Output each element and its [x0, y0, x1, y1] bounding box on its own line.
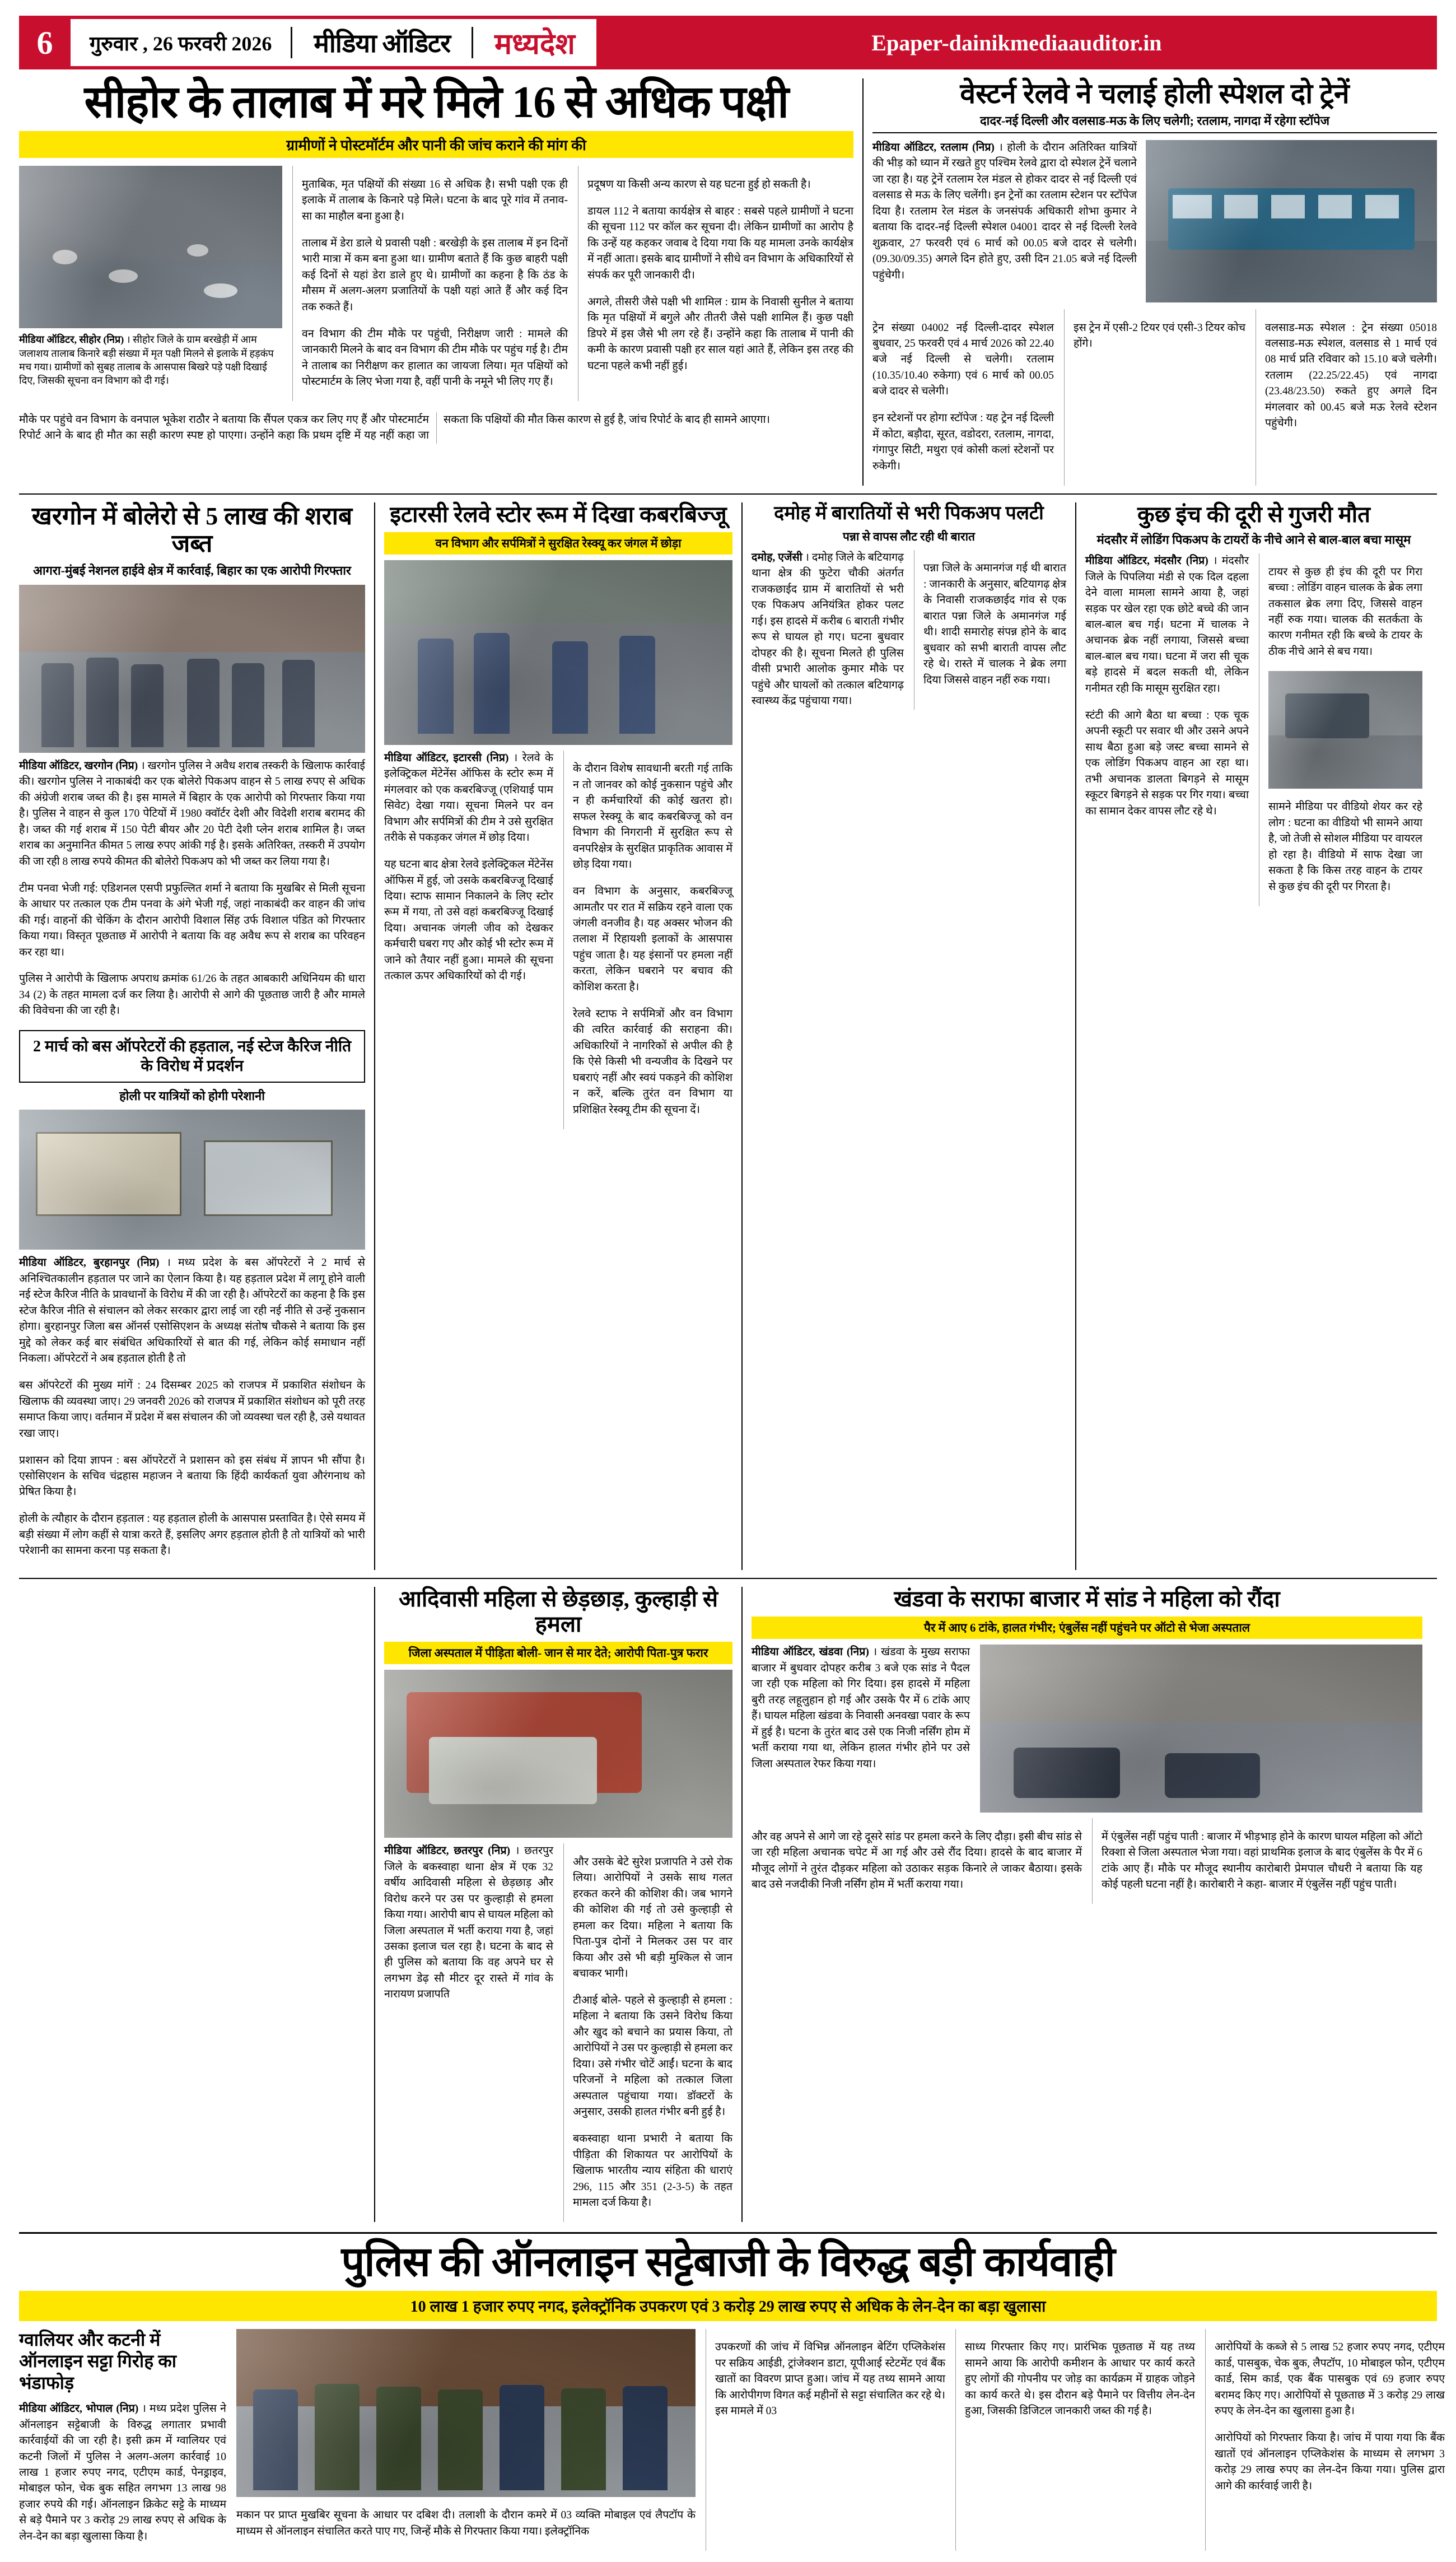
lead-headline: सीहोर के तालाब में मरे मिले 16 से अधिक पक्षी [84, 78, 788, 127]
tribal-para: बकस्वाहा थाना प्रभारी ने बताया कि पीड़िता की शिकायत पर आरोपियों के खिलाफ भारतीय न्याय संहिता की धाराएं 296, 115 और 351 (2-3-5) के तहत मामला दर्ज किया है। [573, 2133, 732, 2209]
edition-region: मध्यदेश [494, 28, 575, 60]
tribal-para: टीआई बोले- पहले से कुल्हाड़ी से हमला : महिला ने बताया कि उसने विरोध किया और खुद को बचाने का प्रयास किया, तो आरोपियों ने उस पर कुल्हाड़ी से हमला कर दिया। उसे गंभीर चोटें आईं। घटना के बाद परिजनों ने महिला को तत्काल जिला अस्पताल पहुंचाया गया। डॉक्टरों के अनुसार, उसकी हालत गंभीर बनी हुई है। [573, 1994, 732, 2118]
police-headline: पुलिस की ऑनलाइन सट्टेबाजी के विरुद्ध बड़ी कार्यवाही [341, 2239, 1115, 2286]
bull-photo [980, 1645, 1422, 1813]
damoh-byline: दमोह, एजेंसी [752, 551, 802, 563]
police-para: । मध्य प्रदेश पुलिस ने ऑनलाइन सट्टेबाजी के विरुद्ध लगातार प्रभावी कार्रवाईयों की जा रही है। इसी क्रम में ग्वालियर एवं कटनी जिलों में पुलिस ने अलग-अलग कार्रवाई 10 लाख 1 हजार रुपए नगद, एटीएम कार्ड, पेनड्राइव, मोबाइल फोन, चेक बुक सहित लगभग 13 लाख 98 हजार रुपये की गई। ऑनलाइन क्रिकेट सट्टे के माध्यम से बड़े पैमाने पर 3 करोड़ 29 लाख रुपए से अधिक के लेन-देन का बड़ा खुलासा किया है। [19, 2403, 226, 2542]
page-number: 6 [19, 19, 71, 66]
liquor-byline: मीडिया ऑडिटर, खरगोन (निप्र) [19, 760, 138, 772]
inches-byline: मीडिया ऑडिटर, मंदसौर (निप्र) [1085, 555, 1208, 567]
damoh-article [741, 502, 1066, 1571]
liquor-para: पुलिस ने आरोपी के खिलाफ अपराध क्रमांक 61/26 के तहत आबकारी अधिनियम की धारा 34 (2) के तहत मामला दर्ज कर लिया है। आरोपी से आगे की पूछताछ जारी है और मामले की विवेचना की जा रही है। [19, 973, 365, 1017]
lead-para: वन विभाग की टीम मौके पर पहुंची, निरीक्षण जारी : मामले की जानकारी मिलने के बाद वन विभाग की टीम मौके पर पहुंच गई है। टीम ने तालाब का निरीक्षण कर हालात का जायजा लिया। मृत पक्षियों को पोस्टमार्टम के लिए भेजा गया है, वहीं पानी के नमूने भी लिए गए हैं। [302, 328, 568, 388]
civet-para: के दौरान विशेष सावधानी बरती गई ताकि न तो जानवर को कोई नुकसान पहुंचे और न ही कर्मचारियों की कोई खतरा हो। सफल रेस्क्यू के बाद कबरबिज्जू को वन विभाग की निगरानी में सुरक्षित रूप से वनपरिक्षेत्र के सुरक्षित प्राकृतिक आवास में छोड़ दिया गया। [573, 763, 732, 871]
inches-para: सामने मीडिया पर वीडियो शेयर कर रहे लोग : घटना का वीडियो भी सामने आया है, जो तेजी से सोशल मीडिया पर वायरल हो रहा है। वीडियो में साफ देखा जा सकता है कि किस तरह वाहन के टायर से कुछ इंच की दूरी पर गिरता है। [1268, 801, 1422, 893]
bull-para: । खंडवा के मुख्य सराफा बाजार में बुधवार दोपहर करीब 3 बजे एक सांड ने पैदल जा रही एक महिला को गिर दिया। इस हादसे में महिला बुरी तरह लहूलुहान हो गई और उसके पैर में 6 टांके आए हैं। घायल महिला खंडवा के निवासी अनवखा पवार के रूप में हुई है। घटना के तुरंत बाद उसे एक निजी नर्सिंग होम में भर्ती कराया गया था, लेकिन हालत गंभीर होने पर उसे जिला अस्पताल रेफर किया गया। [752, 1646, 970, 1770]
bus-photo [19, 1110, 365, 1250]
civet-para: यह घटना बाद क्षेत्रा रेलवे इलेक्ट्रिकल मेंटेनेंस ऑफिस में हुई, जो उसके कबरबिज्जू दिखाई दिया। स्टाफ सामान निकालने के लिए स्टोर रूम में गया, तो उसे वहां कबरबिज्जू दिखाई दिया। अचानक जंगली जीव को देखकर कर्मचारी घबरा गए और कोई भी स्टोर रूम में जाने को तैयार नहीं हुआ। मामले की सूचना तत्काल ऊपर अधिकारियों को दी गई। [384, 859, 553, 982]
police-para: आरोपियों को गिरफ्तार किया है। जांच में पाया गया कि बैंक खातों एवं ऑनलाइन एप्लिकेशंस के माध्यम से लगभग 3 करोड़ 29 लाख रुपए का लेन-देन किया गया। पुलिस द्वारा आगे की कार्रवाई जारी है। [1215, 2432, 1445, 2492]
bus-para: । मध्य प्रदेश के बस ऑपरेटरों ने 2 मार्च से अनिश्चितकालीन हड़ताल पर जाने का ऐलान किया है। यह हड़ताल प्रदेश में लागू होने वाली नई स्टेज कैरिज नीति के प्रावधानों के विरोध में की जा रही है। ऑपरेटरों का कहना है कि इस स्टेज कैरिज नीति से संचालन को लेकर सरकार द्वारा लाई जा रही नई नीति से उन्हें नुकसान होगा। बुरहानपुर जिला बस ऑनर्स एसोसिएशन के अध्यक्ष संतोष चौकसे ने बताया कि इस मुद्दे को लेकर कई बार संबंधित अधिकारियों से बात की गई, लेकिन कोई समाधान नहीं निकला। ऑपरेटरों ने अब हड़ताल होती है तो [19, 1257, 365, 1365]
lead-photo-byline: मीडिया ऑडिटर, सीहोर (निप्र) [19, 334, 124, 346]
police-photo-col [236, 2329, 696, 2551]
police-kicker-col [19, 2329, 226, 2551]
newspaper-brand: मीडिया ऑडिटर [314, 29, 451, 58]
police-para: आरोपियों के कब्जे से 5 लाख 52 हजार रुपए नगद, एटीएम कार्ड, पासबुक, चेक बुक, लैपटॉप, 10 मोबाइल फोन, एटीएम कार्ड, सिम कार्ड, एक बैंक पासबुक एवं 69 हजार रुपए बरामद किए गए। आरोपियों से पूछताछ में 3 करोड़ 29 लाख रुपए के लेन-देन का खुलासा हुआ है। [1215, 2341, 1445, 2417]
lead-para: अगले, तीसरी जैसे पक्षी भी शामिल : ग्राम के निवासी सुनील ने बताया कि मृत पक्षियों में बगुले और तीतरी जैसे पक्षी शामिल हैं। कुछ पक्षी डिपरे में इस जैसे भी लग रहे हैं। उन्होंने कहा कि तालाब में पानी की कमी के कारण प्रवासी पक्षी हर साल यहां आते हैं, लेकिन इस तरह की घटना पहले कभी नहीं हुई। [587, 296, 853, 372]
lead-para: तालाब में डेरा डाले थे प्रवासी पक्षी : बरखेड़ी के इस तालाब में इन दिनों भारी मात्रा में कम बना हुआ था। ग्रामीण बताते हैं कि कुछ बाहरी पक्षी कई दिनों से यहां डेरा डाले हुए थे। ग्रामीणों का कहना है कि ठंड के मौसम में अलग-अलग प्रजातियों के पक्षी यहां आते हैं और कई दिन तक रुकते हैं। [302, 237, 568, 313]
lead-photo-caption: । सीहोर जिले के ग्राम बरखेड़ी में आम जलाशय तालाब किनारे बड़ी संख्या में मृत पक्षी मिलने से इलाके में हड़कंप मच गया। ग्रामीणों को सुबह तालाब के आसपास बिखरे पड़े पक्षी दिखाई दिए, जिसकी सूचना वन विभाग को दी गई। [19, 334, 274, 386]
liquor-article [19, 502, 365, 1571]
bus-strike-box: 2 मार्च को बस ऑपरेटरों की हड़ताल, नई स्टेज कैरिज नीति के विरोध में प्रदर्शन [19, 1030, 365, 1083]
police-kicker: ग्वालियर और कटनी में ऑनलाइन सट्टा गिरोह का भंडाफोड़ [19, 2329, 177, 2393]
railway-para: इस ट्रेन में एसी-2 टियर एवं एसी-3 टियर कोच होंगे। [1074, 322, 1245, 350]
inches-subhead: मंदसौर में लोडिंग पिकअप के टायरों के नीचे आने से बाल-बाल बचा मासूम [1096, 532, 1411, 547]
liquor-para: टीम पनवा भेजी गई: एडिशनल एसपी प्रफुल्लित शर्मा ने बताया कि मुखबिर से मिली सूचना के आधार पर तत्काल एक टीम पनवा के अंगे भेजी गई, जहां नाकाबंदी कर वाहन की जांच की गई। वाहनों की चेकिंग के दौरान आरोपी विशाल सिंह उर्फ विशाल पंडित को गिरफ्तार किया गया। विस्तृत पूछताछ में आरोपी ने बताया कि वह अवैध रूप से शराब का परिवहन कर रहा था। [19, 882, 365, 958]
civet-strip: वन विभाग और सर्पमित्रों ने सुरक्षित रेस्क्यू कर जंगल में छोड़ा [384, 532, 732, 555]
tribal-article [374, 1587, 732, 2222]
mid-section-2 [19, 1587, 1437, 2222]
liquor-photo [19, 585, 365, 753]
police-strip: 10 लाख 1 हजार रुपए नगद, इलेक्ट्रॉनिक उपकरण एवं 3 करोड़ 29 लाख रुपए से अधिक के लेन-देन का बड़ा खुलासा [19, 2291, 1437, 2321]
bull-para: और वह अपने से आगे जा रहे दूसरे सांड पर हमला करने के लिए दौड़ा। इसी बीच सांड से जा रही महिला अचानक चपेट में आ गई और उसे रौंद दिया। हादसे के बाद बाजार में मौजूद लोगों ने तुरंत दौड़कर महिला को उठाकर सड़क किनारे ले जाकर बैठाया। इसके बाद उसे नजदीकी निजी नर्सिंग होम में भर्ती कराया गया। [752, 1830, 1082, 1891]
civet-para: वन विभाग के अनुसार, कबरबिज्जू आमतौर पर रात में सक्रिय रहने वाला एक जंगली वनजीव है। यह अक्सर भोजन की तलाश में रिहायशी इलाकों के आसपास पहुंच जाता है। यह इंसानों पर हमला नहीं करता, लेकिन घबराने पर बचाव की कोशिश करता है। [573, 886, 732, 993]
civet-para: । रेलवे के इलेक्ट्रिकल मेंटेनेंस ऑफिस के स्टोर रूम में मंगलवार को एक कबरबिज्जू (एशियाई पाम सिवेट) देखा गया। सूचना मिलने पर वन विभाग और सर्पमित्रों की टीम ने उसे सुरक्षित तरीके से पकड़कर जंगल में छोड़ दिया। [384, 752, 553, 844]
lead-article [19, 78, 853, 486]
civet-photo [384, 560, 732, 745]
liquor-para: । खरगोन पुलिस ने अवैध शराब तस्करी के खिलाफ कार्रवाई की। खरगोन पुलिस ने नाकाबंदी कर एक बोलेरो पिकअप वाहन से 5 लाख रुपए से अधिक की अंग्रेजी शराब जब्त की है। इस मामले में बिहार के एक आरोपी को गिरफ्तार किया गया है। पुलिस ने वाहन से कुल 170 पेटियों में 1980 क्वॉर्टर देशी और विदेशी शराब बरामद की है। जब्त की गई शराब में 150 पेटी बीयर और 20 पेटी देशी प्लेन शराब शामिल है। जब्त शराब का अनुमानित कीमत 5 लाख रुपए आंकी गई है। इसके अतिरिक्त, तस्करी में उपयोग की जा रही 8 लाख रुपये कीमत की बोलेरो पिकअप को भी जब्त कर लिया गया है। [19, 760, 366, 868]
police-photo [236, 2329, 696, 2497]
damoh-para: पन्ना जिले के अमानगंज गई थी बारात : जानकारी के अनुसार, बटियागढ़ क्षेत्र के निवासी राजकछाईद गांव से एक बारात पन्ना जिले के अमानगंज गई थी। शादी समारोह संपन्न होने के बाद बुधवार को सभी बाराती वापस लौट रहे थे। रास्ते में चालक ने ब्रेक लगा दिया जिससे वाहन नहीं रुक गया। [923, 562, 1066, 686]
bull-byline: मीडिया ऑडिटर, खंडवा (निप्र) [752, 1646, 869, 1659]
inches-headline: कुछ इंच की दूरी से गुजरी मौत [1137, 501, 1370, 527]
civet-headline: इटारसी रेलवे स्टोर रूम में दिखा कबरबिज्जू [390, 501, 727, 527]
tribal-para: और उसके बेटे सुरेश प्रजापति ने उसे रोक लिया। आरोपियों ने उसके साथ गलत हरकत करने की कोशिश की। जब भागने की कोशिश की गई तो उसे कुल्हाड़ी से हमला कर दिया। महिला ने बताया कि पिता-पुत्र दोनों ने मिलकर उस पर वार किया और उसे भी बड़ी मुश्किल से जान बचाकर भागी। [573, 1856, 732, 1979]
railway-article [862, 78, 1437, 486]
bus-para: बस ऑपरेटरों की मुख्य मांगें : 24 दिसम्बर 2025 को राजपत्र में प्रकाशित संशोधन के खिलाफ की व्यवस्था जाए। 29 जनवरी 2026 को राजपत्र में प्रकाशित संशोधन को पूरी तरह समाप्त किया जाए। वर्तमान में प्रदेश में बस संचालन की जो व्यवस्था चल रही है, उसे यथावत रखा जाए। [19, 1380, 365, 1440]
masthead [19, 16, 1437, 69]
railway-para: इन स्टेशनों पर होगा स्टॉपेज : यह ट्रेन नई दिल्ली में कोटा, बड़ौदा, सूरत, वडोदरा, रतलाम, नागदा, गंगापुर सिटी, मथुरा एवं कोसी कलां स्टेशनों पर रुकेगी। [872, 412, 1054, 472]
damoh-headline: दमोह में बारातियों से भरी पिकअप पलटी [774, 502, 1044, 524]
inches-para: टायर से कुछ ही इंच की दूरी पर गिरा बच्चा : लोडिंग वाहन चालक के ब्रेक लगा तकसाल ब्रेक लगा दिए, जिससे वाहन नहीं रुक गया। चालक की सतर्कता के कारण गनीमत रही कि बच्चे के टायर के ठीक नीचे आने से बच गया। [1268, 566, 1422, 658]
railway-para: ट्रेन संख्या 04002 नई दिल्ली-दादर स्पेशल बुधवार, 25 फरवरी एवं 4 मार्च 2026 को 22.40 बजे नई दिल्ली से चलेगी। रतलाम (10.35/10.40 रुकेगा) एवं 6 मार्च को 00.05 बजे दादर से चलेगी। [872, 322, 1054, 398]
police-para: मकान पर प्राप्त मुखबिर सूचना के आधार पर दबिश दी। तलाशी के दौरान कमरे में 03 व्यक्ति मोबाइल एवं लैपटॉप के माध्यम से ऑनलाइन संचालित करते पाए गए, जिन्हें मौके से गिरफ्तार किया गया। इलेक्ट्रॉनिक [236, 2509, 696, 2537]
lead-photo [19, 166, 282, 328]
bus-para: होली के त्यौहार के दौरान हड़ताल : यह हड़ताल होली के आसपास प्रस्तावित है। ऐसे समय में बड़ी संख्या में लोग कहीं से यात्रा करते हैं, इसलिए अगर हड़ताल होती है तो यात्रियों को भारी परेशानी का सामना करना पड़ सकता है। [19, 1513, 365, 1557]
tribal-headline: आदिवासी महिला से छेड़छाड़, कुल्हाड़ी से हमला [398, 1586, 718, 1637]
civet-article [374, 502, 732, 1571]
top-section [19, 78, 1437, 486]
tribal-byline: मीडिया ऑडिटर, छतरपुर (निप्र) [384, 1845, 511, 1857]
police-para: उपकरणों की जांच में विभिन्न ऑनलाइन बेटिंग एप्लिकेशंस पर सक्रिय आईडी, ट्रांजेक्शन डाटा, यूपीआई स्टेटमेंट एवं बैंक खातों का विवरण प्राप्त हुआ। जांच में यह तथ्य सामने आया कि आरोपीगण विगत कई महीनों से सट्टा संचालित कर रहे थे। इस मामले में 03 [715, 2341, 945, 2417]
inches-article [1075, 502, 1422, 1571]
lead-subhead-strip: ग्रामीणों ने पोस्टमॉर्टम और पानी की जांच कराने की मांग की [19, 131, 853, 158]
bull-strip: पैर में आए 6 टांके, हालत गंभीर; एंबुलेंस नहीं पहुंचने पर ऑटो से भेजा अस्पताल [752, 1617, 1422, 1639]
civet-para: रेलवे स्टाफ ने सर्पमित्रों और वन विभाग की त्वरित कार्रवाई की सराहना की। अधिकारियों ने नागरिकों से अपील की है कि ऐसे किसी भी वन्यजीव के दिखने पर घबराएं नहीं और स्वयं पकड़ने की कोशिश न करें, बल्कि तुरंत वन विभाग या प्रशिक्षित रेस्क्यू टीम की सूचना दें। [573, 1008, 732, 1116]
inches-para: स्टंटी की आगे बैठा था बच्चा : एक चूक अपनी स्कूटी पर सवार थी और उसने अपने साथ बैठा हुआ बड़े जस्ट बच्चा सामने से एक लोडिंग पिकअप वाहन आ रहा था। तभी अचानक डालता बिगड़ने से मासूम स्कूटर बिगड़ने से सड़क पर गिर गया। बच्चा का सामान देकर वापस लौट रहे थे। [1085, 709, 1249, 817]
damoh-para: । दमोह जिले के बटियागढ़ थाना क्षेत्र की फुटेरा चौकी अंतर्गत राजकछाईद ग्राम में बारातियों से भरी एक पिकअप अनियंत्रित होकर पलट गई। इस हादसे में करीब 6 बाराती गंभीर रूप से घायल हो गए। घटना बुधवार दोपहर की है। सूचना मिलते ही पुलिस वीसी प्रभारी आलोक कुमार मौके पर पहुंचे और घायलों को तत्काल बटियागढ़ स्वास्थ्य केंद्र पहुंचाया गया। [752, 551, 904, 707]
bus-strike-subhead: होली पर यात्रियों को होगी परेशानी [119, 1089, 265, 1103]
inches-para: । मंदसौर जिले के पिपलिया मंडी से एक दिल दहला देने वाला मामला सामने आया है, जहां सड़क पर खेल रहा एक छोटे बच्चे की जान बाल-बाल बच गई। घटना में चालक ने अचानक ब्रेक नहीं लगाया, जिससे बच्चा बाल-बाल बच गया। घटना में जरा सी चूक बड़े हादसे में बदल सकती थी, लेकिन गनीमत रही कि मासूम सुरक्षित रहा। [1085, 555, 1249, 695]
website-url[interactable]: Epaper-dainikmediaauditor.in [596, 19, 1437, 66]
damoh-subhead: पन्ना से वापस लौट रही थी बारात [843, 529, 975, 543]
railway-para: । होली के दौरान अतिरिक्त यात्रियों की भीड़ को ध्यान में रखते हुए पश्चिम रेलवे द्वारा दो स्पेशल ट्रेनें चलाने जा रहा है। यह ट्रेनें रतलाम रेल मंडल से होकर दादर से नई दिल्ली एवं वलसाड से मऊ के लिए चलेंगी। इन ट्रेनों का रतलाम स्टेशन पर स्टॉपेज दिया है। रतलाम रेल मंडल के जनसंपर्क अधिकारी शोभा कुमार ने बताया कि दादर-नई दिल्ली स्पेशल 04001 दादर से नई दिल्ली रेलवे शुक्रवार, 27 फरवरी एवं 6 मार्च को 00.05 बजे दादर से चलेगी। (09.30/09.35) अगले दिन होते हुए, उसी दिन 21.05 बजे नई दिल्ली पहुंचेगी। [872, 142, 1137, 281]
bus-byline: मीडिया ऑडिटर, बुरहानपुर (निप्र) [19, 1257, 160, 1269]
police-para: साध्य गिरफ्तार किए गए। प्रारंभिक पूछताछ में यह तथ्य सामने आया कि आरोपी कमीशन के आधार पर कार्य करते हुए लोगों की गोपनीय पर जोड़ का कार्यक्रम में ग्राहक जोड़ने का कार्य करते थे। इस दौरान बड़े पैमाने पर वित्तीय लेन-देन हुआ, जिसकी डिजिटल जानकारी जब्त की गई है। [965, 2341, 1195, 2417]
lead-para: मुताबिक, मृत पक्षियों की संख्या 16 से अधिक है। सभी पक्षी एक ही इलाके में तालाब के किनारे पड़े मिले। घटना के बाद पूरे गांव में तनाव-सा का माहौल बना हुआ है। [302, 178, 568, 222]
liquor-subhead: आगरा-मुंबई नेशनल हाईवे क्षेत्र में कार्रवाई, बिहार का एक आरोपी गिरफ्तार [33, 563, 351, 578]
spacer-column [19, 1587, 365, 2222]
liquor-headline: खरगोन में बोलेरो से 5 लाख की शराब जब्त [31, 502, 353, 557]
tribal-para: । छतरपुर जिले के बकस्वाहा थाना क्षेत्र में एक 32 वर्षीय आदिवासी महिला से छेड़छाड़ और विरोध करने पर उस पर कुल्हाड़ी से हमला किया गया। आरोपी बाप से घायल महिला को जिला अस्पताल में भर्ती कराया गया है, जहां उसका इलाज चल रहा है। घटना के बाद से ही पुलिस को बताया कि वह अपने घर से लगभग डेढ़ सौ मीटर दूर रास्ते में गांव के नारायण प्रजापति [384, 1845, 554, 2001]
mid-section-1 [19, 502, 1437, 1571]
railway-byline: मीडिया ऑडिटर, रतलाम (निप्र) [872, 142, 995, 153]
tribal-photo [384, 1670, 732, 1838]
railway-headline: वेस्टर्न रेलवे ने चलाई होली स्पेशल दो ट्रेनें [960, 78, 1350, 109]
lead-para: डायल 112 ने बताया कार्यक्षेत्र से बाहर : सबसे पहले ग्रामीणों ने घटना की सूचना 112 पर कॉल कर सूचना दी। लेकिन ग्रामीणों का आरोप है कि उन्हें यह कहकर जवाब दे दिया गया कि यह मामला उनके कार्यक्षेत्र में नहीं आता। इसके बाद ग्रामीणों ने सीधे वन विभाग के अधिकारियों से संपर्क कर पूरी जानकारी दी। [587, 205, 853, 281]
lead-para: मौके पर पहुंचे वन विभाग के वनपाल भूकेश राठौर ने बताया कि सैंपल एकत्र कर लिए गए हैं और पोस्टमार्टम रिपोर्ट आने के बाद ही मौत का सही कारण स्पष्ट हो पाएगा। उन्होंने कहा कि प्रथम दृष्टि में यह नहीं कहा जा सकता कि पक्षियों की मौत किस कारण से हुई है, जांच रिपोर्ट के बाद ही सामने आएगा। [19, 413, 770, 441]
railway-photo [1146, 140, 1437, 302]
bull-article [741, 1587, 1422, 2222]
railway-para: वलसाड-मऊ स्पेशल : ट्रेन संख्या 05018 वलसाड-मऊ स्पेशल, वलसाड से 1 मार्च एवं 08 मार्च प्रति रविवार को 15.10 बजे चलेगी। रतलाम (22.25/22.45) एवं नागदा (23.48/23.50) रुकते हुए अगले दिन मंगलवार को 00.45 बजे मऊ रेलवे स्टेशन पहुंचेगी। [1265, 322, 1437, 430]
civet-byline: मीडिया ऑडिटर, इटारसी (निप्र) [384, 752, 509, 764]
bull-headline: खंडवा के सराफा बाजार में सांड ने महिला को रौंदा [894, 1586, 1280, 1612]
bull-para: में एंबुलेंस नहीं पहुंच पाती : बाजार में भीड़भाड़ होने के कारण घायल महिला को ऑटो रिक्शा से जिला अस्पताल भेजा गया। वहां प्राथमिक इलाज के बाद एंबुलेंस के पैर में 6 टांके आए हैं। मौके पर मौजूद स्थानीय कारोबारी प्रेमपाल चौधरी ने बताया कि यह कोई पहली घटना नहीं है। कारोबारी ने कहा- बाजार में एंबुलेंस नहीं पहुंच पाती। [1102, 1830, 1422, 1891]
publication-date: गुरुवार , 26 फरवरी 2026 [90, 32, 272, 55]
railway-subhead: दादर-नई दिल्ली और वलसाड-मऊ के लिए चलेगी; रतलाम, नागदा में रहेगा स्टॉपेज [872, 109, 1437, 133]
police-text-cols [706, 2329, 1445, 2551]
police-article [19, 2232, 1445, 2551]
police-byline: मीडिया ऑडिटर, भोपाल (निप्र) [19, 2403, 139, 2415]
bus-para: प्रशासन को दिया ज्ञापन : बस ऑपरेटरों ने प्रशासन को इस संबंध में ज्ञापन भी सौंपा है। एसोसिएशन के सचिव चंद्रहास महाजन ने बताया कि हिंदी कार्यकर्ता युवा औरंगनाथ को प्रेषित किया है। [19, 1454, 365, 1498]
inches-photo [1268, 671, 1422, 789]
tribal-strip: जिला अस्पताल में पीड़िता बोली- जान से मार देते; आरोपी पिता-पुत्र फरार [384, 1642, 732, 1664]
lead-para: प्रदूषण या किसी अन्य कारण से यह घटना हुई हो सकती है। [587, 178, 811, 190]
